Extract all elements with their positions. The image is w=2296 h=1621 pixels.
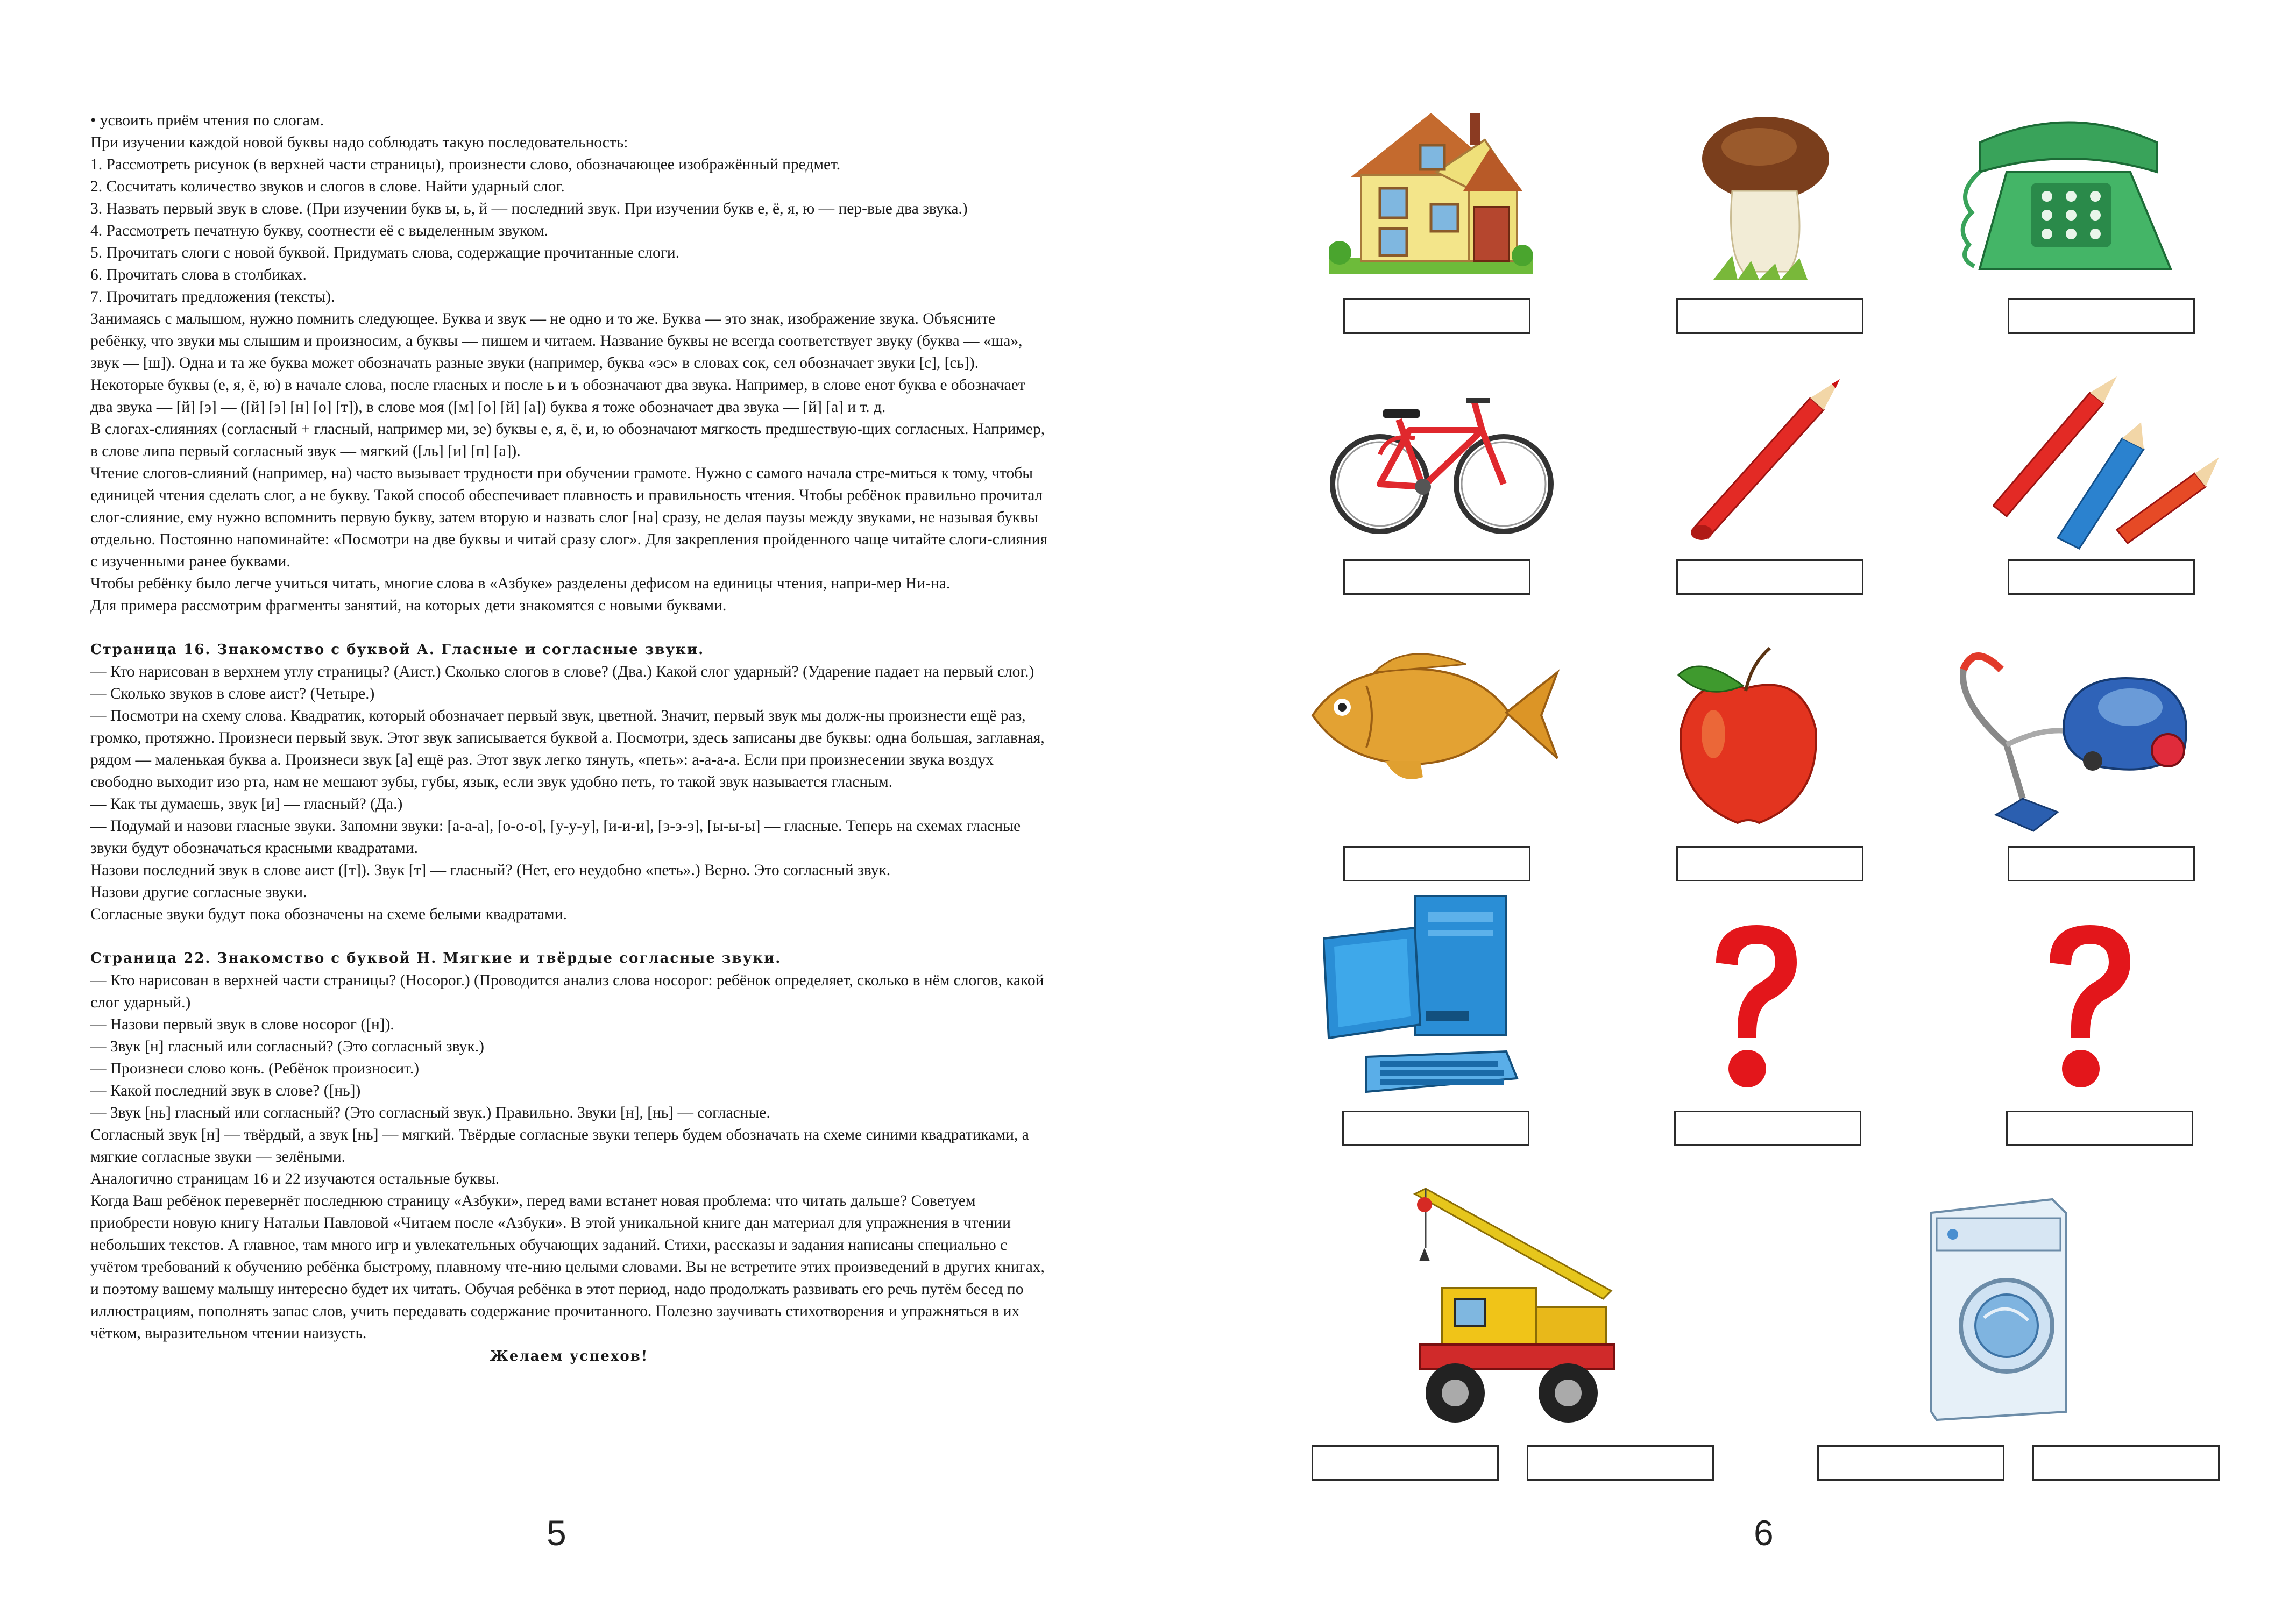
paragraph: 7. Прочитать предложения (тексты).: [90, 288, 335, 305]
paragraph: • усвоить приём чтения по слогам.: [90, 112, 324, 129]
washing-machine-picture: [1921, 1197, 2071, 1423]
paragraph: 6. Прочитать слова в столбиках.: [90, 266, 307, 283]
answer-box[interactable]: [1342, 1111, 1529, 1146]
paragraph: — Кто нарисован в верхней части страницы? (Носорог.) (Проводится анализ слова носорог: ребёнок определяет, сколько в нём слогов, какой слог ударный.): [90, 972, 1044, 1011]
computer-picture: [1323, 895, 1530, 1097]
answer-box[interactable]: [1676, 298, 1863, 334]
paragraph: Занимаясь с малышом, нужно помнить следующее. Буква и звук — не одно и то же. Буква — это знак, изображение звука. Объясните ребёнку, что звуки мы слышим и произносим, а буквы — пишем и читаем. Название буквы не всегда соответствует звуку (буква — «ша», звук — [ш]). Одна и та же буква может обозначать разные звуки (например, буква «эс» в словах сок, сел обозначает звуки [с], [сь]). Некоторые буквы (е, я, ё, ю) в начале слова, после гласных и после ь и ъ обозначают два звука. Например, в слове енот буква е обозначает два звука — [й] [э] — ([й] [э] [н] [о] [т]), в слове моя ([м] [о] [й] [а]) буква я тоже обозначает два звука — [й] [а] и т. д.: [90, 310, 1025, 416]
answer-box[interactable]: [2008, 846, 2195, 881]
paragraph: — Кто нарисован в верхнем углу страницы? (Аист.) Сколько слогов в слове? (Два.) Какой слог ударный? (Ударение падает на первый слог.): [90, 663, 1034, 680]
paragraph: В слогах-слияниях (согласный + гласный, например ми, зе) буквы е, я, ё, и, ю обозначают мягкость предшествую-щих согласных. Например, в слове липа первый согласный звук — мягкий ([ль] [и] [п] [а]).: [90, 421, 1045, 460]
paragraph: — Звук [нь] гласный или согласный? (Это согласный звук.) Правильно. Звуки [н], [нь] — согласные.: [90, 1104, 770, 1121]
answer-box[interactable]: [1527, 1445, 1714, 1481]
answer-box[interactable]: [1343, 559, 1530, 595]
pencil-picture: [1686, 376, 1848, 541]
paragraph: Назови последний звук в слове аист ([т]). Звук [т] — гласный? (Нет, его неудобно «петь».) Верно. Это согласный звук.: [90, 862, 891, 879]
paragraph: 1. Рассмотреть рисунок (в верхней части страницы), произнести слово, обозначающее изображённый предмет.: [90, 156, 841, 173]
answer-box[interactable]: [1676, 846, 1863, 881]
paragraph: Согласный звук [н] — твёрдый, а звук [нь] — мягкий. Твёрдые согласные звуки теперь будем обозначать на схеме синими квадратиками, а мягкие согласные звуки — зелёными.: [90, 1126, 1029, 1165]
house-picture: [1329, 97, 1533, 285]
paragraph: — Звук [н] гласный или согласный? (Это согласный звук.): [90, 1038, 484, 1055]
paragraph: 3. Назвать первый звук в слове. (При изучении букв ы, ь, й — последний звук. При изучении букв е, ё, я, ю — пер-вые два звука.): [90, 200, 968, 217]
answer-box[interactable]: [2008, 298, 2195, 334]
paragraph: — Подумай и назови гласные звуки. Запомни звуки: [а-а-а], [о-о-о], [у-у-у], [и-и-и], [э-э-э], [ы-ы-ы] — гласные. Теперь на схемах гласные звуки будут обозначаться красными квадратами.: [90, 817, 1021, 857]
paragraph: Аналогично страницам 16 и 22 изучаются остальные буквы.: [90, 1170, 500, 1188]
paragraph: При изучении каждой новой буквы надо соблюдать такую последовательность:: [90, 134, 628, 151]
section-heading: Страница 22. Знакомство с буквой Н. Мягкие и твёрдые согласные звуки.: [90, 950, 782, 966]
paragraph: 2. Сосчитать количество звуков и слогов в слове. Найти ударный слог.: [90, 178, 565, 195]
paragraph: — Посмотри на схему слова. Квадратик, который обозначает первый звук, цветной. Значит, первый звук мы долж-ны произнести ещё раз, громко, протяжно. Произнеси первый звук. Этот звук записывается буквой а. Посмотри, здесь записаны две буквы: одна большая, заглавная, рядом — маленькая буква а. Произнеси звук [а] ещё раз. Этот звук легко тянуть, «петь»: а-а-а-а. Если при произнесении звука воздух свободно выходит изо рта, нам не мешают зубы, губы, язык, если звук удобно петь, то такой звук называется гласным.: [90, 707, 1045, 791]
apple-picture: [1662, 643, 1829, 828]
paragraph: Чтение слогов-слияний (например, на) часто вызывает трудности при обучении грамоте. Нужно с самого начала стре-миться к тому, чтобы единицей чтения сделать слог, а не букву. Такой способ обеспечивает плавность и правильность чтения. Чтобы ребёнок правильно прочитал слог-слияние, ему нужно вспомнить первую букву, затем вторую и назвать слог [на] сразу, не делая паузы между звуками, не называя буквы отдельно. Постоянно напоминайте: «Посмотри на две буквы и читай сразу слог». Для закрепления пройденного чаще читайте слоги-слияния с изученными ранее буквами.: [90, 465, 1048, 570]
mushroom-picture: [1700, 110, 1832, 285]
paragraph: — Назови первый звук в слове носорог ([н]).: [90, 1016, 394, 1033]
paragraph: 5. Прочитать слоги с новой буквой. Придумать слова, содержащие прочитанные слоги.: [90, 244, 680, 261]
paragraph: Согласные звуки будут пока обозначены на схеме белыми квадратами.: [90, 906, 567, 923]
page-number-right: 6: [1754, 1513, 1774, 1553]
paragraph: Назови другие согласные звуки.: [90, 884, 307, 901]
fish-picture: [1305, 643, 1560, 788]
answer-box[interactable]: [2006, 1111, 2193, 1146]
answer-box[interactable]: [1676, 559, 1863, 595]
page-number-left: 5: [547, 1513, 566, 1553]
answer-box[interactable]: [1817, 1445, 2004, 1481]
answer-box[interactable]: [1343, 846, 1530, 881]
answer-box[interactable]: [1312, 1445, 1499, 1481]
paragraph: — Произнеси слово конь. (Ребёнок произносит.): [90, 1060, 420, 1077]
paragraph: 4. Рассмотреть печатную букву, соотнести её с выделенным звуком.: [90, 222, 549, 239]
vacuum-cleaner-picture: [1942, 637, 2195, 836]
question-mark-picture: [1705, 922, 1802, 1089]
left-page-text: [90, 110, 1048, 1368]
crane-picture: [1404, 1183, 1619, 1431]
pencils-picture: [1993, 376, 2219, 551]
paragraph: — Сколько звуков в слове аист? (Четыре.): [90, 685, 375, 702]
closing-wish: Желаем успехов!: [490, 1348, 649, 1364]
answer-box[interactable]: [2008, 559, 2195, 595]
paragraph: Для примера рассмотрим фрагменты занятий, на которых дети знакомятся с новыми буквами.: [90, 597, 727, 614]
answer-box[interactable]: [2032, 1445, 2220, 1481]
paragraph: — Как ты думаешь, звук [и] — гласный? (Да.): [90, 795, 403, 813]
bicycle-picture: [1329, 379, 1555, 541]
telephone-picture: [1958, 113, 2179, 277]
paragraph: Чтобы ребёнку было легче учиться читать, многие слова в «Азбуке» разделены дефисом на единицы чтения, напри-мер Ни-на.: [90, 575, 951, 592]
answer-box[interactable]: [1343, 298, 1530, 334]
question-mark-picture: [2039, 922, 2136, 1089]
answer-box[interactable]: [1674, 1111, 1861, 1146]
paragraph: Когда Ваш ребёнок перевернёт последнюю страницу «Азбуки», перед вами встанет новая проблема: что читать дальше? Советуем приобрести новую книгу Натальи Павловой «Читаем после «Азбуки». В этой уникальной книге дан материал для упражнения в чтении небольших текстов. А главное, там много игр и увлекательных обучающих заданий. Стихи, рассказы и задания написаны специально с учётом требований к обучению ребёнка быстрому, плавному чте-нию целыми словами. Вы не встретите этих произведений в других книгах, и поэтому вашему малышу интересно будет их читать. Обучая ребёнка в этот период, надо продолжать развивать его речь путём бесед по иллюстрациям, пополнять запас слов, учить передавать содержание прочитанного. Полезно заучивать стихотворения и упражняться в их чётком, выразительном чтении наизусть.: [90, 1192, 1045, 1342]
paragraph: — Какой последний звук в слове? ([нь]): [90, 1082, 361, 1099]
section-heading: Страница 16. Знакомство с буквой А. Гласные и согласные звуки.: [90, 642, 705, 658]
